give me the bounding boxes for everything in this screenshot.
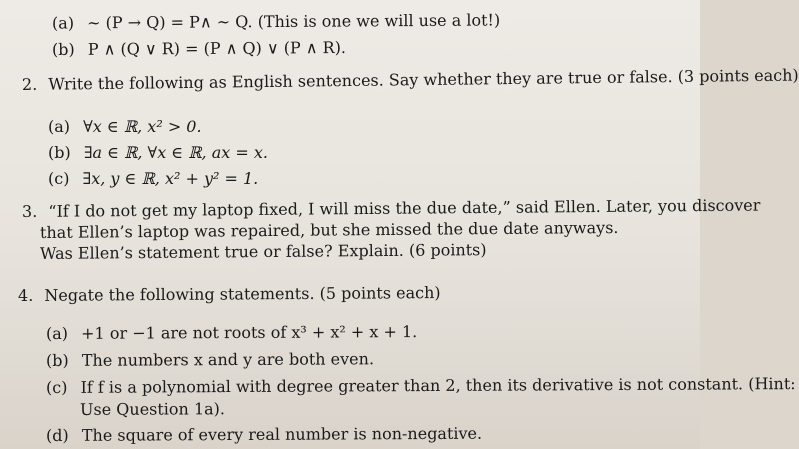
item-label: (c) <box>45 377 68 397</box>
problem-number: 3. <box>21 201 38 221</box>
problem-number: 4. <box>17 285 34 305</box>
problem-text: that Ellen’s laptop was repaired, but she missed the due date anyways. <box>39 217 619 242</box>
problem-number: 2. <box>21 74 38 94</box>
problem1-item-b <box>52 38 346 60</box>
problem2-heading <box>22 66 799 95</box>
problem3-line1 <box>22 196 761 222</box>
problem4-item-a <box>46 322 417 344</box>
item-label: (b) <box>48 143 71 162</box>
item-label: (c) <box>48 169 70 188</box>
problem-text: “If I do not get my laptop fixed, I will miss the due date,” said Ellen. Later, you discover <box>48 195 761 221</box>
item-text: ∼ (P → Q) = P∧ ∼ Q. (This is one we will use a lot!) <box>87 10 501 33</box>
problem4-item-c <box>46 374 796 398</box>
problem1-item-a <box>52 10 500 33</box>
item-label: (b) <box>51 39 75 60</box>
item-label: (d) <box>45 425 69 445</box>
problem2-item-b <box>48 143 268 163</box>
problem-prompt: Write the following as English sentences. Say whether they are true or false. (3 points each) <box>48 65 799 94</box>
item-text: If f is a polynomial with degree greater than 2, then its derivative is not constant. (Hint: <box>80 374 796 397</box>
problem4-item-c-continued <box>80 399 225 420</box>
problem3-line2 <box>40 218 619 243</box>
item-label: (a) <box>48 117 71 136</box>
item-text: The numbers x and y are both even. <box>81 349 375 370</box>
item-text: ∃a ∈ ℝ, ∀x ∈ ℝ, ax = x. <box>83 143 268 162</box>
problem-text: Was Ellen’s statement true or false? Explain. (6 points) <box>39 240 487 263</box>
item-text: The square of every real number is non-negative. <box>81 423 483 445</box>
item-label: (a) <box>51 13 75 33</box>
problem4-heading <box>18 283 441 306</box>
problem4-item-b <box>46 349 374 371</box>
problem2-item-c <box>48 169 258 189</box>
problem2-item-a <box>48 117 202 137</box>
problem4-item-d <box>46 424 482 446</box>
item-label: (b) <box>45 350 69 370</box>
item-text: ∀x ∈ ℝ, x² > 0. <box>83 117 202 136</box>
item-text: P ∧ (Q ∨ R) = (P ∧ Q) ∨ (P ∧ R). <box>87 37 347 59</box>
item-text: ∃x, y ∈ ℝ, x² + y² = 1. <box>82 169 259 188</box>
item-text: Use Question 1a). <box>79 399 226 419</box>
item-label: (a) <box>45 323 69 343</box>
problem3-line3 <box>40 240 487 264</box>
problem-prompt: Negate the following statements. (5 points each) <box>44 283 441 305</box>
item-text: +1 or −1 are not roots of x³ + x² + x + 1. <box>81 322 418 343</box>
